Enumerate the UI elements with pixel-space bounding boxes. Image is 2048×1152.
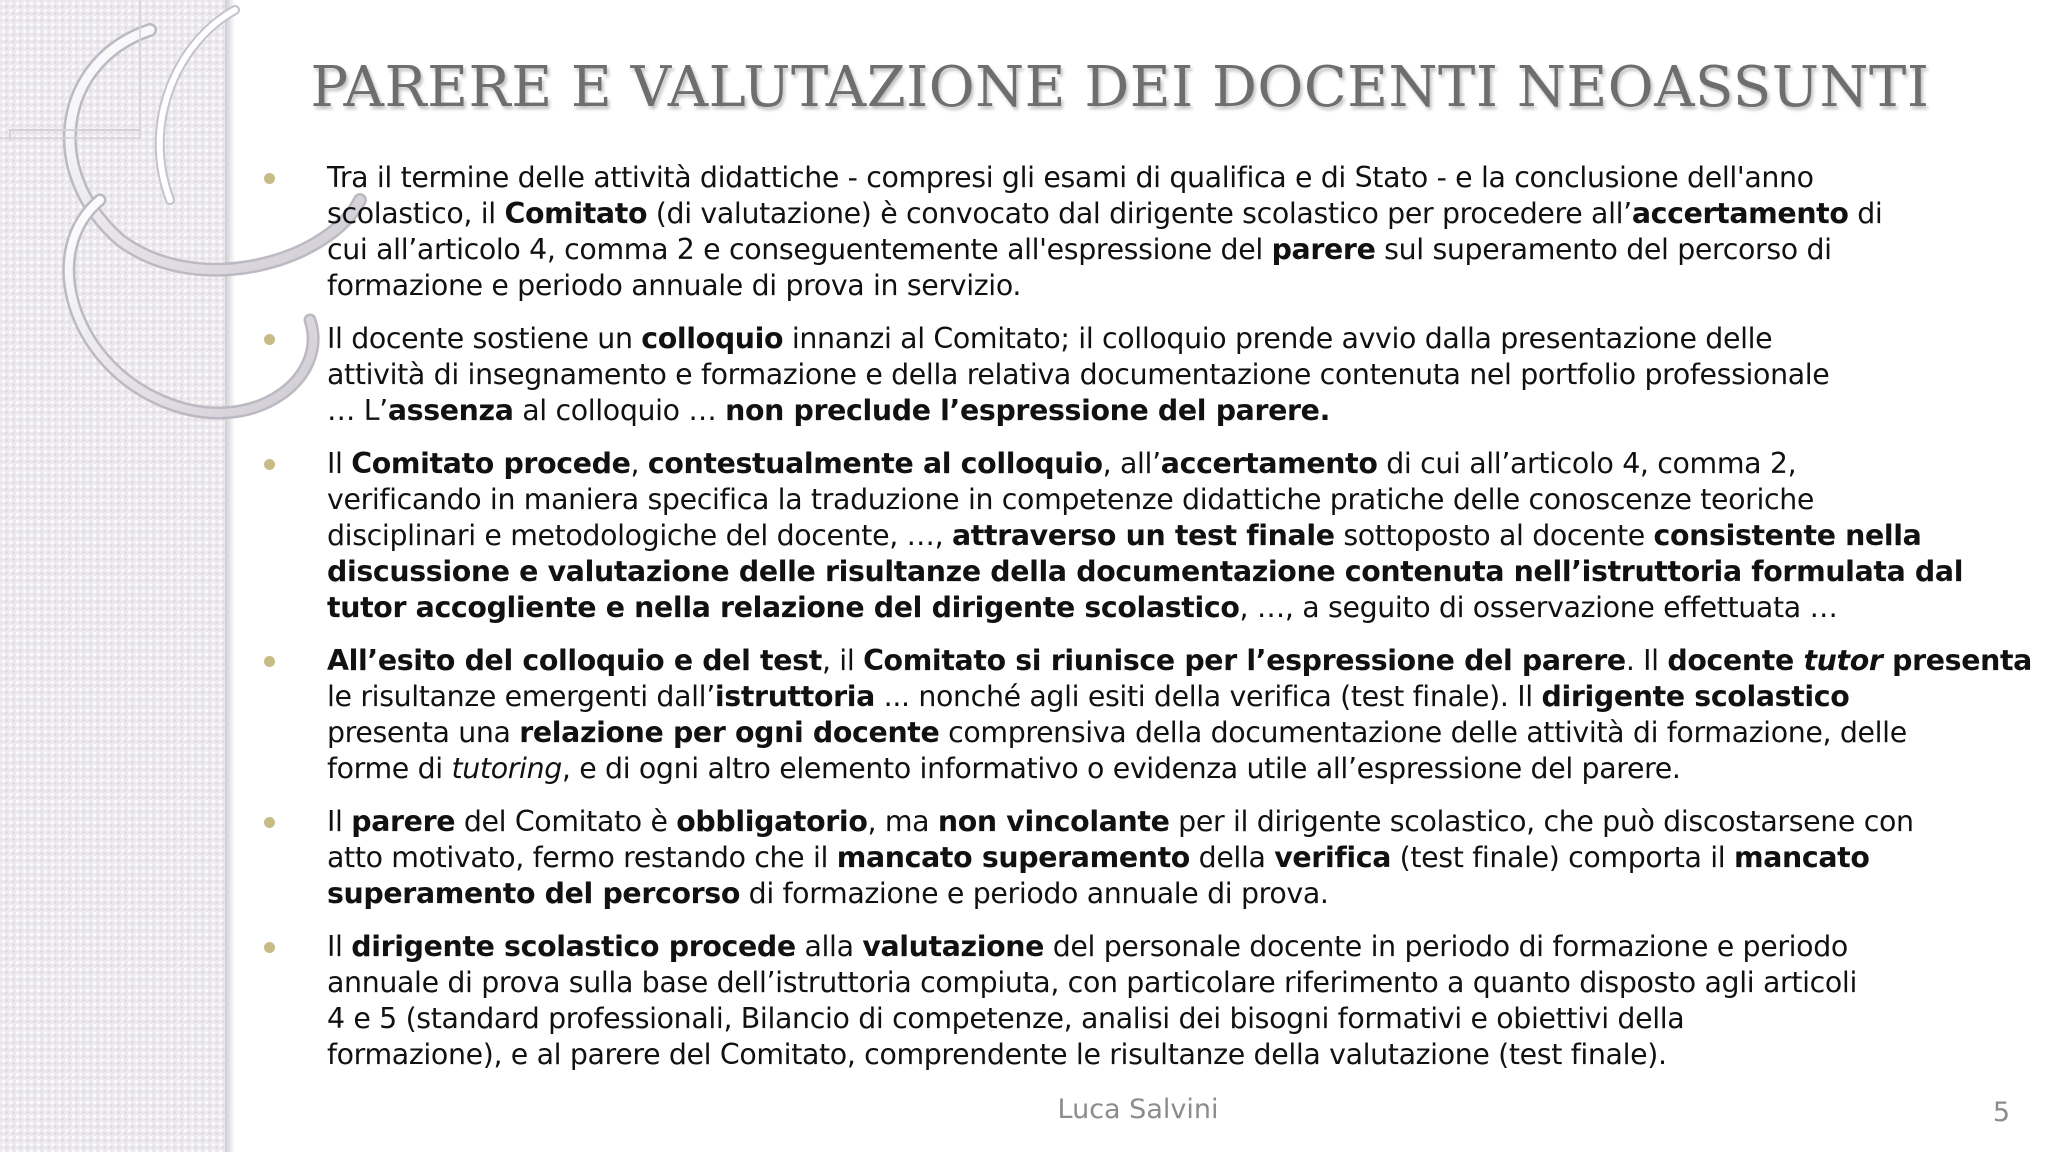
bullet-list xyxy=(255,160,2032,1090)
text-run: , il xyxy=(821,644,864,677)
text-run: dirigente scolastico procede xyxy=(351,930,796,963)
text-run: consistente nella xyxy=(1653,519,1922,552)
text-run: , xyxy=(630,447,648,480)
text-run: per il dirigente scolastico, che può discostarsene con xyxy=(1169,805,1914,838)
text-run: atto motivato, fermo restando che il xyxy=(327,841,837,874)
footer-author: Luca Salvini xyxy=(1057,1094,1219,1125)
text-run: istruttoria xyxy=(714,680,875,713)
text-run: discussione e valutazione delle risultanze della documentazione contenuta nell’istruttoria formulata dal xyxy=(327,555,1964,588)
bullet-item xyxy=(255,446,2015,626)
text-run: tutoring xyxy=(451,752,562,785)
bullet-text-line xyxy=(327,590,2015,626)
text-run: dirigente scolastico xyxy=(1541,680,1850,713)
text-run: scolastico, il xyxy=(327,197,505,230)
text-run: sottoposto al docente xyxy=(1334,519,1654,552)
text-run: del personale docente in periodo di formazione e periodo xyxy=(1044,930,1848,963)
bullet-dot-icon xyxy=(264,656,275,667)
slide-title: PARERE E VALUTAZIONE DEI DOCENTI NEOASSUNTI xyxy=(310,55,1930,120)
text-run: superamento del percorso xyxy=(327,877,740,910)
bullet-dot-icon xyxy=(264,334,275,345)
bullet-text-line xyxy=(327,876,2015,912)
text-run: comprensiva della documentazione delle attività di formazione, delle xyxy=(939,716,1907,749)
bullet-dot-icon xyxy=(264,459,275,470)
text-run: , e di ogni altro elemento informativo o evidenza utile all’espressione del parere. xyxy=(561,752,1681,785)
bullet-text-line xyxy=(327,232,2015,268)
bullet-text-line xyxy=(327,965,2015,1001)
bullet-text-line xyxy=(327,321,2015,357)
text-run: parere xyxy=(351,805,456,838)
text-run: mancato xyxy=(1733,841,1870,874)
text-run: di cui all’articolo 4, comma 2, xyxy=(1377,447,1797,480)
text-run: Comitato si riunisce per l’espressione del parere xyxy=(863,644,1626,677)
bullet-dot-icon xyxy=(264,942,275,953)
text-run: attraverso un test finale xyxy=(951,519,1335,552)
text-run: formazione), e al parere del Comitato, comprendente le risultanze della valutazione (test finale). xyxy=(327,1038,1667,1071)
text-run: tutor xyxy=(1803,644,1883,677)
bullet-text-line xyxy=(327,393,2015,429)
text-run: forme di xyxy=(327,752,452,785)
text-run: contestualmente al colloquio xyxy=(647,447,1103,480)
text-run: All’esito del colloquio e del test xyxy=(327,644,822,677)
bullet-text-line xyxy=(327,482,2015,518)
text-run: alla xyxy=(795,930,863,963)
text-run: verifica xyxy=(1274,841,1391,874)
text-run: assenza xyxy=(387,394,514,427)
bullet-text-line xyxy=(327,679,2015,715)
slide-number: 5 xyxy=(1992,1097,2010,1128)
text-run: di xyxy=(1848,197,1883,230)
bullet-dot-icon xyxy=(264,173,275,184)
text-run: le risultanze emergenti dall’ xyxy=(327,680,715,713)
text-run: della xyxy=(1189,841,1275,874)
text-run: mancato superamento xyxy=(836,841,1190,874)
text-run: , ma xyxy=(867,805,938,838)
text-run: Tra il termine delle attività didattiche - compresi gli esami di qualifica e di Stato - e la conclusione dell'anno xyxy=(327,161,1814,194)
text-run: disciplinari e metodologiche del docente, …, xyxy=(327,519,952,552)
bullet-text-line xyxy=(327,518,2015,554)
bullet-text-line xyxy=(327,160,2015,196)
bullet-text-line xyxy=(327,643,2032,679)
text-run: Comitato xyxy=(504,197,648,230)
text-run: di formazione e periodo annuale di prova. xyxy=(739,877,1329,910)
text-run: non preclude l’espressione del parere. xyxy=(725,394,1331,427)
text-run: . Il xyxy=(1625,644,1668,677)
text-run: accertamento xyxy=(1160,447,1378,480)
text-run: cui all’articolo 4, comma 2 e conseguentemente all'espressione del xyxy=(327,233,1272,266)
text-run: (di valutazione) è convocato dal dirigente scolastico per procedere all’ xyxy=(647,197,1632,230)
text-run: sul superamento del percorso di xyxy=(1375,233,1832,266)
text-run: presenta una xyxy=(327,716,520,749)
text-run: del Comitato è xyxy=(455,805,677,838)
text-run: Il xyxy=(327,447,352,480)
bullet-text-line xyxy=(327,751,2015,787)
text-run: (test finale) comporta il xyxy=(1391,841,1734,874)
bullet-item xyxy=(255,160,2015,304)
text-run: relazione per ogni docente xyxy=(519,716,940,749)
bullet-text-line xyxy=(327,715,2015,751)
text-run: Comitato procede xyxy=(351,447,631,480)
text-run: docente xyxy=(1667,644,1804,677)
bullet-text-line xyxy=(327,357,2015,393)
bullet-text-line xyxy=(327,1037,2015,1073)
bullet-item xyxy=(255,804,2015,912)
text-run: Il xyxy=(327,805,352,838)
text-run: accertamento xyxy=(1631,197,1849,230)
bullet-dot-icon xyxy=(264,817,275,828)
bullet-text-line xyxy=(327,1001,2015,1037)
text-run: verificando in maniera specifica la traduzione in competenze didattiche pratiche delle conoscenze teoriche xyxy=(327,483,1815,516)
bullet-item xyxy=(255,929,2015,1073)
text-run: innanzi al Comitato; il colloquio prende avvio dalla presentazione delle xyxy=(783,322,1773,355)
bullet-text-line xyxy=(327,929,2015,965)
bullet-text-line xyxy=(327,446,2015,482)
text-run: , …, a seguito di osservazione effettuata … xyxy=(1239,591,1838,624)
text-run: 4 e 5 (standard professionali, Bilancio di competenze, analisi dei bisogni formativi e obiettivi della xyxy=(327,1002,1685,1035)
text-run: parere xyxy=(1271,233,1376,266)
bullet-text-line xyxy=(327,804,2015,840)
text-run: ... nonché agli esiti della verifica (test finale). Il xyxy=(875,680,1542,713)
text-run: tutor accogliente e nella relazione del dirigente scolastico xyxy=(327,591,1240,624)
text-run: , all’ xyxy=(1102,447,1161,480)
text-run: presenta xyxy=(1882,644,2032,677)
text-run: al colloquio … xyxy=(513,394,726,427)
bullet-item xyxy=(255,321,2015,429)
text-run: valutazione xyxy=(862,930,1045,963)
bullet-item xyxy=(255,643,2032,787)
text-run: Il docente sostiene un xyxy=(327,322,642,355)
text-run: attività di insegnamento e formazione e della relativa documentazione contenuta nel portfolio professionale xyxy=(327,358,1830,391)
text-run: colloquio xyxy=(641,322,784,355)
bullet-text-line xyxy=(327,554,2015,590)
text-run: Il xyxy=(327,930,352,963)
bullet-text-line xyxy=(327,840,2015,876)
text-run: obbligatorio xyxy=(676,805,868,838)
text-run: annuale di prova sulla base dell’istruttoria compiuta, con particolare riferimento a quanto disposto agli articoli xyxy=(327,966,1858,999)
text-run: … L’ xyxy=(327,394,388,427)
bullet-text-line xyxy=(327,268,2015,304)
text-run: formazione e periodo annuale di prova in servizio. xyxy=(327,269,1022,302)
text-run: non vincolante xyxy=(937,805,1170,838)
bullet-text-line xyxy=(327,196,2015,232)
